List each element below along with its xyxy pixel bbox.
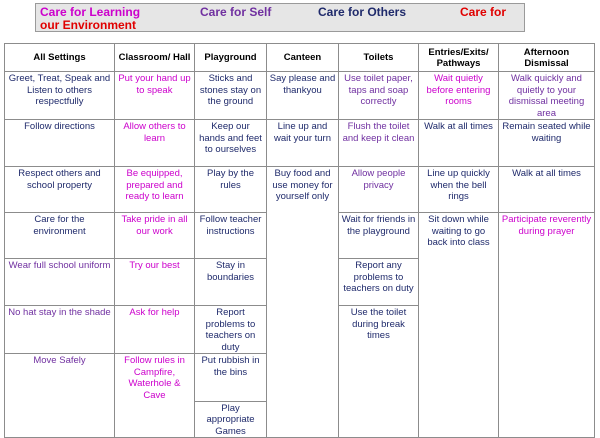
table-cell: Allow people privacy <box>339 167 419 213</box>
table-header-row <box>5 44 595 72</box>
table-cell: Stay in boundaries <box>195 259 267 306</box>
table-cell: Ask for help <box>115 306 195 354</box>
table-cell-empty <box>115 401 195 438</box>
table-cell-empty <box>499 259 595 306</box>
column-header-playground: Playground <box>195 44 267 72</box>
table-row <box>5 259 595 306</box>
table-row <box>5 120 595 167</box>
table-cell-empty <box>267 259 339 306</box>
column-header-classroom-hall: Classroom/ Hall <box>115 44 195 72</box>
table-cell: Use the toilet during break times <box>339 306 419 354</box>
table-cell: Line up and wait your turn <box>267 120 339 167</box>
table-cell: Try our best <box>115 259 195 306</box>
table-cell: Follow rules in Campfire, Waterhole & Cave <box>115 354 195 402</box>
table-row <box>5 354 595 402</box>
table-cell: Report problems to teachers on duty <box>195 306 267 354</box>
table-cell: Take pride in all our work <box>115 213 195 259</box>
table-cell: Be equipped, prepared and ready to learn <box>115 167 195 213</box>
column-header-entries-exits: Entries/Exits/ Pathways <box>419 44 499 72</box>
column-header-toilets: Toilets <box>339 44 419 72</box>
table-cell: Put your hand up to speak <box>115 72 195 120</box>
table-cell: Sticks and stones stay on the ground <box>195 72 267 120</box>
table-cell: Participate reverently during prayer <box>499 213 595 259</box>
table-cell: Flush the toilet and keep it clean <box>339 120 419 167</box>
care-for-self-label: Care for Self <box>200 5 272 19</box>
table-cell: Remain seated while waiting <box>499 120 595 167</box>
table-row <box>5 167 595 213</box>
table-cell-empty <box>419 259 499 306</box>
table-cell-empty <box>339 354 419 402</box>
table-row <box>5 72 595 120</box>
table-cell-empty <box>419 306 499 354</box>
table-cell: Buy food and use money for yourself only <box>267 167 339 213</box>
table-cell: Wait for friends in the playground <box>339 213 419 259</box>
table-cell-empty <box>5 401 115 438</box>
table-cell: No hat stay in the shade <box>5 306 115 354</box>
table-cell: Wait quietly before entering rooms <box>419 72 499 120</box>
table-cell: Respect others and school property <box>5 167 115 213</box>
table-cell-empty <box>499 306 595 354</box>
table-cell: Play appropriate Games <box>195 401 267 438</box>
table-cell-empty <box>267 401 339 438</box>
column-header-canteen: Canteen <box>267 44 339 72</box>
table-cell: Use toilet paper, taps and soap correctly <box>339 72 419 120</box>
table-cell: Report any problems to teachers on duty <box>339 259 419 306</box>
table-row <box>5 213 595 259</box>
care-for-environment-label-line1: Care for <box>460 5 507 19</box>
table-cell: Allow others to learn <box>115 120 195 167</box>
column-header-all-settings: All Settings <box>5 44 115 72</box>
table-cell: Say please and thankyou <box>267 72 339 120</box>
table-cell-empty <box>339 401 419 438</box>
table-cell: Follow directions <box>5 120 115 167</box>
table-cell: Move Safely <box>5 354 115 402</box>
behaviour-expectations-table <box>4 43 595 438</box>
care-values-banner <box>35 3 525 32</box>
table-cell: Follow teacher instructions <box>195 213 267 259</box>
table-cell: Play by the rules <box>195 167 267 213</box>
table-cell-empty <box>419 401 499 438</box>
table-cell: Walk at all times <box>499 167 595 213</box>
table-cell-empty <box>419 354 499 402</box>
table-row <box>5 306 595 354</box>
care-for-others-label: Care for Others <box>318 5 407 19</box>
care-for-environment-label-line2: our Environment <box>40 18 137 32</box>
table-cell: Greet, Treat, Speak and Listen to others respectfully <box>5 72 115 120</box>
table-row <box>5 401 595 438</box>
table-cell-empty <box>267 213 339 259</box>
table-cell: Put rubbish in the bins <box>195 354 267 402</box>
column-header-afternoon-dismissal: Afternoon Dismissal <box>499 44 595 72</box>
table-cell: Walk quickly and quietly to your dismissal meeting area <box>499 72 595 120</box>
table-cell: Care for the environment <box>5 213 115 259</box>
table-cell-empty <box>499 354 595 402</box>
table-cell: Wear full school uniform <box>5 259 115 306</box>
table-cell-empty <box>499 401 595 438</box>
table-cell-empty <box>267 354 339 402</box>
table-cell: Walk at all times <box>419 120 499 167</box>
table-cell: Keep our hands and feet to ourselves <box>195 120 267 167</box>
table-cell-empty <box>267 306 339 354</box>
table-cell: Sit down while waiting to go back into class <box>419 213 499 259</box>
care-for-learning-label: Care for Learning <box>40 5 141 19</box>
table-cell: Line up quickly when the bell rings <box>419 167 499 213</box>
